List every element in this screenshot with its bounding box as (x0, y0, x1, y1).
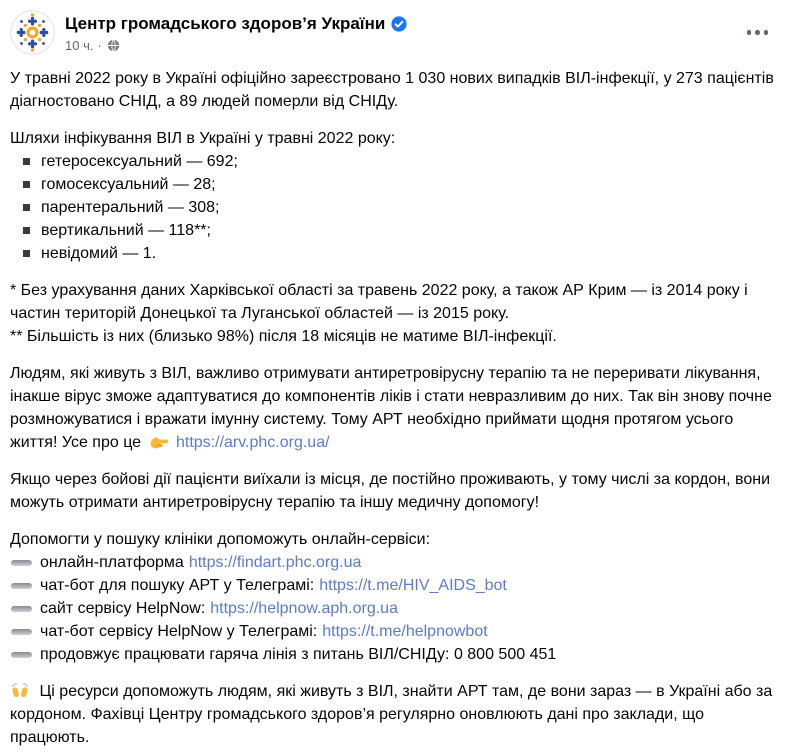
arv-link[interactable]: https://arv.phc.org.ua/ (175, 434, 330, 451)
list-item (10, 173, 776, 196)
heavy-minus-emoji (11, 583, 32, 589)
header-meta (65, 10, 776, 53)
closing-text: Ці ресурси допоможуть людям, які живуть з ВІЛ, знайти АРТ там, де вони зараз — в Україні або за кордоном. Фахівці Центру громадського здоров’я регулярно оновлюють дані про заклади, що працюють. (10, 683, 773, 746)
ellipsis-dot (764, 30, 769, 35)
helpnow-bot-link[interactable]: https://t.me/helpnowbot (322, 623, 488, 640)
dot-separator: · (97, 38, 102, 53)
hiv-aids-bot-link[interactable]: https://t.me/HIV_AIDS_bot (319, 577, 507, 594)
helpnow-site-link[interactable]: https://helpnow.aph.org.ua (210, 600, 398, 617)
list-item (10, 196, 776, 219)
heavy-minus-emoji (11, 606, 32, 612)
raising-hands-emoji (10, 682, 30, 699)
avatar[interactable] (10, 10, 55, 55)
square-bullet-icon (23, 204, 30, 211)
services-block (10, 528, 776, 666)
page-name-link[interactable]: Центр громадського здоров’я України (65, 14, 386, 33)
service-label: чат-бот для пошуку АРТ у Телеграмі: (40, 577, 315, 594)
list-item (10, 150, 776, 173)
square-bullet-icon (23, 158, 30, 165)
list-item (10, 242, 776, 265)
art-text: Людям, які живуть з ВІЛ, важливо отримувати антиретровірусну терапію та не переривати лікування, інакше вірус зможе адаптуватися до компонентів ліків і стати невразливим до них. Так він знову почне розмножуватися і вражати імунну систему. Тому АРТ необхідно приймати щодня протягом усього життя! Усе про це (10, 365, 772, 451)
verified-badge-icon (391, 16, 407, 32)
footnote-double-asterisk: ** Більшість із них (близько 98%) після 18 місяців не матиме ВІЛ-інфекції. (10, 328, 557, 345)
square-bullet-icon (23, 250, 30, 257)
phc-logo-icon (10, 10, 55, 55)
square-bullet-icon (23, 181, 30, 188)
service-label: онлайн-платформа (40, 554, 184, 571)
post-header (10, 10, 776, 55)
list-item-text: невідомий — 1. (41, 245, 157, 262)
post-options-button[interactable] (741, 22, 775, 43)
paragraph-war-displacement: Якщо через бойові дії пацієнти виїхали із місця, де постійно проживають, у тому числі за кордон, вони можуть отримати антиретровірусну терапію та іншу медичну допомогу! (10, 471, 770, 511)
ellipsis-dot (747, 30, 752, 35)
service-item (10, 597, 776, 620)
transmission-block (10, 127, 776, 265)
ellipsis-dot (755, 30, 760, 35)
footnotes-block (10, 279, 776, 348)
pointing-right-emoji (149, 433, 169, 450)
service-item (10, 574, 776, 597)
service-item (10, 551, 776, 574)
heavy-minus-emoji (11, 560, 32, 566)
paragraph-art-therapy (10, 362, 776, 454)
timestamp[interactable]: 10 ч. (65, 38, 94, 53)
square-bullet-icon (23, 227, 30, 234)
globe-icon (107, 39, 120, 52)
service-item (10, 620, 776, 643)
heavy-minus-emoji (11, 652, 32, 658)
post-content (10, 67, 776, 749)
list-item-text: парентеральний — 308; (41, 199, 220, 216)
findart-link[interactable]: https://findart.phc.org.ua (188, 554, 362, 571)
service-label: чат-бот сервісу HelpNow у Телеграмі: (40, 623, 318, 640)
footnote-asterisk: * Без урахування даних Харківської області за травень 2022 року, а також АР Крим — із 2014 року і частин територій Донецької та Луганської областей — із 2015 року. (10, 282, 748, 322)
list-item-text: гомосексуальний — 28; (41, 176, 216, 193)
list-item-text: вертикальний — 118**; (41, 222, 211, 239)
service-item (10, 643, 776, 666)
heavy-minus-emoji (11, 629, 32, 635)
paragraph-closing (10, 680, 776, 749)
list-item (10, 219, 776, 242)
paragraph-statistics: У травні 2022 року в Україні офіційно зареєстровано 1 030 нових випадків ВІЛ-інфекції, у 273 пацієнтів діагностовано СНІД, а 89 людей померли від СНІДу. (10, 70, 774, 110)
list-item-text: гетеросексуальний — 692; (41, 153, 238, 170)
service-label: продовжує працювати гаряча лінія з питань ВІЛ/СНІДу: 0 800 500 451 (40, 646, 557, 663)
services-heading: Допомогти у пошуку клініки допоможуть онлайн-сервіси: (10, 531, 431, 548)
service-label: сайт сервісу HelpNow: (40, 600, 206, 617)
transmission-heading: Шляхи інфікування ВІЛ в Україні у травні 2022 року: (10, 130, 396, 147)
